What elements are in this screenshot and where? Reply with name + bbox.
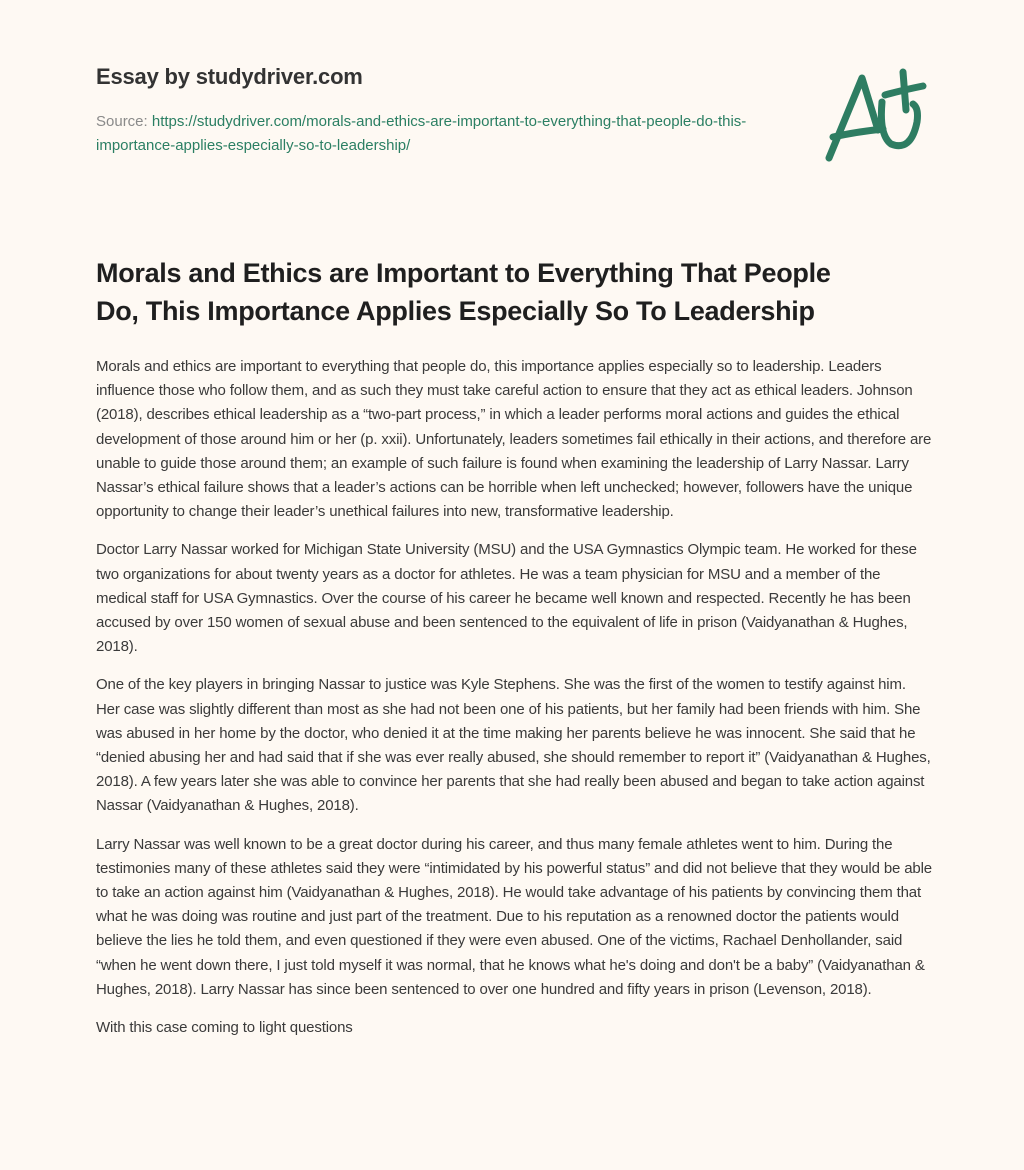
source-link[interactable]: https://studydriver.com/morals-and-ethics-are-important-to-everything-that-people-do-this-importance-applies-especially-so-to-leadership/: [96, 113, 747, 154]
page-header: [96, 60, 756, 158]
essay-paragraph: One of the key players in bringing Nassar to justice was Kyle Stephens. She was the first of the women to testify against him. Her case was slightly different than most as she had not been one of his patients, but her family had been friends with him. She was abused in her home by the doctor, who denied it at the time making her parents believe he was innocent. She said that he “denied abusing her and had said that if she was ever really abused, she should remember to report it” (Vaidyanathan & Hughes, 2018). A few years later she was able to convince her parents that she had really been abused and began to take action against Nassar (Vaidyanathan & Hughes, 2018).: [96, 676, 931, 815]
a-plus-grade-icon: [815, 60, 935, 170]
source-line: [96, 110, 756, 158]
source-label: Source:: [96, 113, 152, 130]
essay-paragraph: Doctor Larry Nassar worked for Michigan State University (MSU) and the USA Gymnastics Olympic team. He worked for these two organizations for about twenty years as a doctor for athletes. He was a team physician for MSU and a member of the medical staff for USA Gymnastics. Over the course of his career he became well known and respected. Recently he has been accused by over 150 women of sexual abuse and been sentenced to the equivalent of life in prison (Vaidyanathan & Hughes, 2018).: [96, 541, 917, 656]
essay-paragraph-truncated: With this case coming to light questions: [96, 1019, 353, 1037]
essay-paragraph: Larry Nassar was well known to be a great doctor during his career, and thus many female athletes went to him. During the testimonies many of these athletes said they were “intimidated by his powerful status” and did not believe that they would be able to take an action against him (Vaidyanathan & Hughes, 2018). He would take advantage of his patients by convincing them that what he was doing was routine and just part of the treatment. Due to his reputation as a renowned doctor the patients would believe the lies he told them, and even questioned if they were even abused. One of the victims, Rachael Denhollander, said “when he went down there, I just told myself it was normal, that he knows what he's doing and don't be a baby” (Vaidyanathan & Hughes, 2018). Larry Nassar has since been sentenced to over one hundred and fifty years in prison (Levenson, 2018).: [96, 835, 932, 998]
essay-title: Morals and Ethics are Important to Everything That People Do, This Importance Applies Especially So To Leadership: [96, 258, 831, 326]
essay-paragraph: Morals and ethics are important to everything that people do, this importance applies especially so to leadership. Leaders influence those who follow them, and as such they must take careful action to ensure that they act as ethical leaders. Johnson (2018), describes ethical leadership as a “two-part process,” in which a leader performs moral actions and guides the ethical development of those around him or her (p. xxii). Unfortunately, leaders sometimes fail ethically in their actions, and therefore are unable to guide those around them; an example of such failure is found when examining the leadership of Larry Nassar. Larry Nassar’s ethical failure shows that a leader’s actions can be horrible when left unchecked; however, followers have the unique opportunity to change their leader’s unethical failures into new, transformative leadership.: [96, 358, 932, 521]
site-title: Essay by studydriver.com: [96, 64, 363, 89]
essay-article: [96, 254, 932, 1054]
